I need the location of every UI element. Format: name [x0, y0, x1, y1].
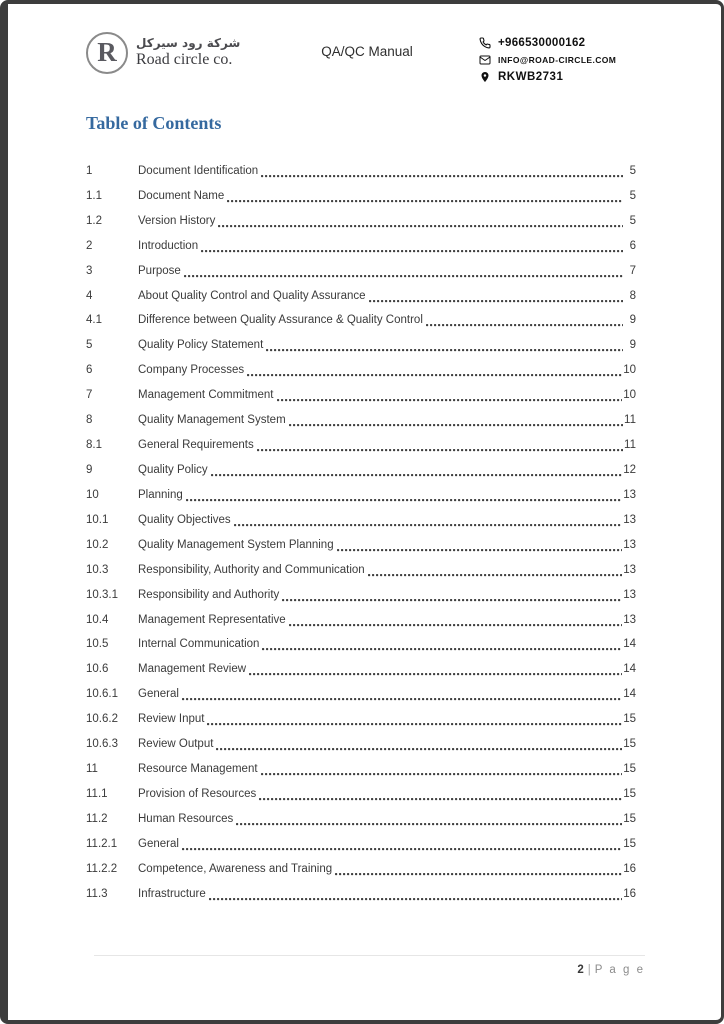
toc-entry-number: 10.3: [86, 563, 109, 576]
toc-dot-leader: [247, 365, 622, 379]
toc-dot-leader: [261, 166, 623, 180]
toc-dot-leader: [277, 390, 623, 404]
toc-entry-page: 11: [624, 439, 636, 452]
toc-dot-leader: [184, 266, 623, 280]
toc-entry-title: Version History: [138, 214, 216, 227]
phone-icon: [478, 36, 491, 49]
toc-entry[interactable]: [86, 878, 636, 903]
toc-entry[interactable]: [86, 280, 636, 305]
toc-entry-page: 5: [629, 214, 636, 227]
toc-entry-page: 9: [629, 314, 636, 327]
company-logo: [86, 32, 256, 74]
toc-entry[interactable]: [86, 579, 636, 604]
toc-entry-title: About Quality Control and Quality Assurance: [138, 289, 366, 302]
company-name-arabic: شركة رود سيركل: [136, 35, 241, 50]
company-name: Road circle co.: [136, 51, 233, 69]
toc-entry-title: Quality Management System: [138, 414, 286, 427]
page-footer: [94, 955, 645, 976]
logo-circle-icon: [86, 32, 128, 74]
toc-dot-leader: [262, 639, 622, 653]
toc-dot-leader: [257, 440, 623, 454]
toc-dot-leader: [186, 490, 622, 504]
toc-entry[interactable]: [86, 629, 636, 654]
toc-entry-title: Review Output: [138, 738, 214, 751]
toc-entry-page: 14: [623, 688, 636, 701]
toc-entry-title: General Requirements: [138, 439, 254, 452]
toc-entry-number: 11.2: [86, 812, 108, 825]
toc-entry-number: 10.3.1: [86, 588, 118, 601]
toc-entry[interactable]: [86, 803, 636, 828]
toc-entry-page: 11: [624, 414, 636, 427]
toc-entry-page: 13: [623, 613, 636, 626]
toc-entry-page: 16: [623, 862, 636, 875]
toc-entry-number: 2: [86, 239, 93, 252]
toc-entry[interactable]: [86, 828, 636, 853]
toc-entry-number: 11.2.1: [86, 837, 118, 850]
toc-entry[interactable]: [86, 454, 636, 479]
toc-dot-leader: [234, 515, 623, 529]
toc-entry-page: 13: [623, 563, 636, 576]
toc-dot-leader: [211, 465, 623, 479]
toc-entry-title: Management Review: [138, 663, 247, 676]
logo-text: [136, 36, 240, 70]
toc-entry-page: 5: [629, 189, 636, 202]
toc-entry-page: 12: [623, 463, 636, 476]
toc-entry-title: Company Processes: [138, 364, 245, 377]
document-title: QA/QC Manual: [321, 44, 413, 59]
toc-entry-page: 16: [623, 887, 636, 900]
toc-entry-page: 14: [623, 663, 636, 676]
toc-entry[interactable]: [86, 255, 636, 280]
location-code: RKWB2731: [498, 70, 564, 83]
toc-dot-leader: [249, 664, 622, 678]
toc-entry-page: 8: [629, 289, 636, 302]
toc-entry-title: Quality Objectives: [138, 513, 231, 526]
toc-entry-title: Internal Communication: [138, 638, 260, 651]
toc-entry-number: 8: [86, 414, 93, 427]
contact-code: [478, 70, 636, 83]
toc-entry[interactable]: [86, 180, 636, 205]
toc-entry-page: 6: [629, 239, 636, 252]
toc-entry-title: Responsibility, Authority and Communication: [138, 563, 365, 576]
toc-entry-number: 10.6.1: [86, 688, 118, 701]
email-address: INFO@ROAD-CIRCLE.COM: [498, 54, 617, 65]
toc-entry[interactable]: [86, 653, 636, 678]
toc-entry-page: 7: [629, 264, 636, 277]
toc-entry[interactable]: [86, 753, 636, 778]
toc-entry-title: Purpose: [138, 264, 181, 277]
toc-entry-number: 1.2: [86, 214, 102, 227]
toc-entry[interactable]: [86, 305, 636, 330]
toc-dot-leader: [282, 590, 622, 604]
page-header: [86, 32, 636, 83]
toc-entry-number: 6: [86, 364, 93, 377]
toc-entry-title: Competence, Awareness and Training: [138, 862, 333, 875]
toc-entry-number: 8.1: [86, 439, 102, 452]
toc-entry-title: Review Input: [138, 713, 205, 726]
toc-entry-page: 15: [623, 812, 636, 825]
footer-page-number: 2: [577, 964, 584, 976]
footer-separator: |: [587, 964, 591, 976]
toc-entry-number: 10.6.3: [86, 738, 118, 751]
toc-entry-number: 11.2.2: [86, 862, 118, 875]
contact-info: [478, 36, 636, 83]
toc-dot-leader: [369, 291, 623, 305]
mail-icon: [478, 53, 491, 66]
toc-entry-page: 9: [629, 339, 636, 352]
toc-entry-number: 10.6: [86, 663, 109, 676]
phone-number: +966530000162: [498, 36, 586, 49]
toc-dot-leader: [266, 340, 623, 354]
toc-dot-leader: [337, 540, 623, 554]
toc-entry[interactable]: [86, 678, 636, 703]
toc-entry-number: 5: [86, 339, 93, 352]
toc-list: [86, 155, 636, 903]
contact-email: [478, 53, 636, 66]
toc-dot-leader: [207, 714, 622, 728]
toc-dot-leader: [289, 415, 623, 429]
toc-entry-number: 4.1: [86, 314, 102, 327]
toc-heading: Table of Contents: [86, 113, 222, 133]
toc-entry-number: 1.1: [86, 189, 102, 202]
toc-entry-page: 5: [629, 164, 636, 177]
toc-entry-number: 11.1: [86, 787, 108, 800]
toc-entry-page: 15: [623, 837, 636, 850]
toc-entry[interactable]: [86, 604, 636, 629]
toc-entry-number: 10.5: [86, 638, 109, 651]
toc-dot-leader: [218, 216, 623, 230]
toc-dot-leader: [201, 241, 623, 255]
toc-entry-page: 10: [623, 389, 636, 402]
toc-entry-title: Quality Policy: [138, 463, 208, 476]
toc-entry[interactable]: [86, 379, 636, 404]
toc-entry-number: 10.4: [86, 613, 109, 626]
toc-entry-page: 14: [623, 638, 636, 651]
toc-entry-title: Provision of Resources: [138, 787, 257, 800]
toc-entry-number: 1: [86, 164, 93, 177]
toc-entry[interactable]: [86, 554, 636, 579]
toc-entry-number: 9: [86, 463, 93, 476]
toc-entry[interactable]: [86, 479, 636, 504]
toc-entry[interactable]: [86, 504, 636, 529]
toc-dot-leader: [289, 615, 623, 629]
toc-entry-number: 10.1: [86, 513, 109, 526]
toc-dot-leader: [182, 689, 622, 703]
toc-entry-page: 13: [623, 488, 636, 501]
toc-entry-title: Responsibility and Authority: [138, 588, 280, 601]
toc-entry-number: 11: [86, 763, 98, 776]
footer-page-label: P a g e: [594, 964, 645, 976]
toc-dot-leader: [368, 565, 622, 579]
toc-entry-title: Management Representative: [138, 613, 286, 626]
toc-entry[interactable]: [86, 329, 636, 354]
toc-entry-page: 15: [623, 763, 636, 776]
toc-entry-title: Human Resources: [138, 812, 234, 825]
toc-entry[interactable]: [86, 529, 636, 554]
toc-entry-number: 3: [86, 264, 93, 277]
toc-entry-number: 10: [86, 488, 99, 501]
toc-entry[interactable]: [86, 778, 636, 803]
toc-entry-title: Introduction: [138, 239, 199, 252]
toc-entry[interactable]: [86, 429, 636, 454]
toc-dot-leader: [259, 789, 622, 803]
toc-entry-title: Planning: [138, 488, 183, 501]
toc-entry-title: Document Identification: [138, 164, 259, 177]
contact-phone: [478, 36, 636, 49]
toc-entry-page: 15: [623, 787, 636, 800]
toc-entry-number: 7: [86, 389, 93, 402]
toc-entry-page: 15: [623, 738, 636, 751]
toc-entry[interactable]: [86, 230, 636, 255]
toc-dot-leader: [216, 739, 622, 753]
toc-entry-title: Infrastructure: [138, 887, 206, 900]
toc-entry-number: 4: [86, 289, 93, 302]
toc-entry[interactable]: [86, 728, 636, 753]
toc-entry[interactable]: [86, 354, 636, 379]
toc-entry-page: 15: [623, 713, 636, 726]
toc-entry-number: 10.2: [86, 538, 109, 551]
toc-entry-number: 11.3: [86, 887, 108, 900]
toc-entry[interactable]: [86, 853, 636, 878]
toc-dot-leader: [236, 814, 622, 828]
toc-entry-page: 13: [623, 513, 636, 526]
toc-entry[interactable]: [86, 404, 636, 429]
toc-entry[interactable]: [86, 205, 636, 230]
toc-entry-page: 13: [623, 538, 636, 551]
toc-dot-leader: [182, 839, 622, 853]
toc-entry-title: Quality Management System Planning: [138, 538, 334, 551]
toc-entry-title: Difference between Quality Assurance & Quality Control: [138, 314, 423, 327]
toc-entry-title: General: [138, 837, 179, 850]
toc-dot-leader: [335, 864, 622, 878]
logo-letter: R: [97, 36, 117, 67]
toc-entry-number: 10.6.2: [86, 713, 118, 726]
toc-entry[interactable]: [86, 703, 636, 728]
location-pin-icon: [478, 70, 491, 83]
toc-entry-page: 13: [623, 588, 636, 601]
toc-entry-title: Management Commitment: [138, 389, 274, 402]
toc-dot-leader: [209, 889, 622, 903]
toc-entry-page: 10: [623, 364, 636, 377]
toc-dot-leader: [426, 315, 623, 329]
toc-entry-title: Resource Management: [138, 763, 258, 776]
toc-entry[interactable]: [86, 155, 636, 180]
toc-dot-leader: [227, 191, 623, 205]
toc-entry-title: General: [138, 688, 179, 701]
toc-entry-title: Quality Policy Statement: [138, 339, 264, 352]
toc-entry-title: Document Name: [138, 189, 225, 202]
toc-dot-leader: [261, 764, 623, 778]
